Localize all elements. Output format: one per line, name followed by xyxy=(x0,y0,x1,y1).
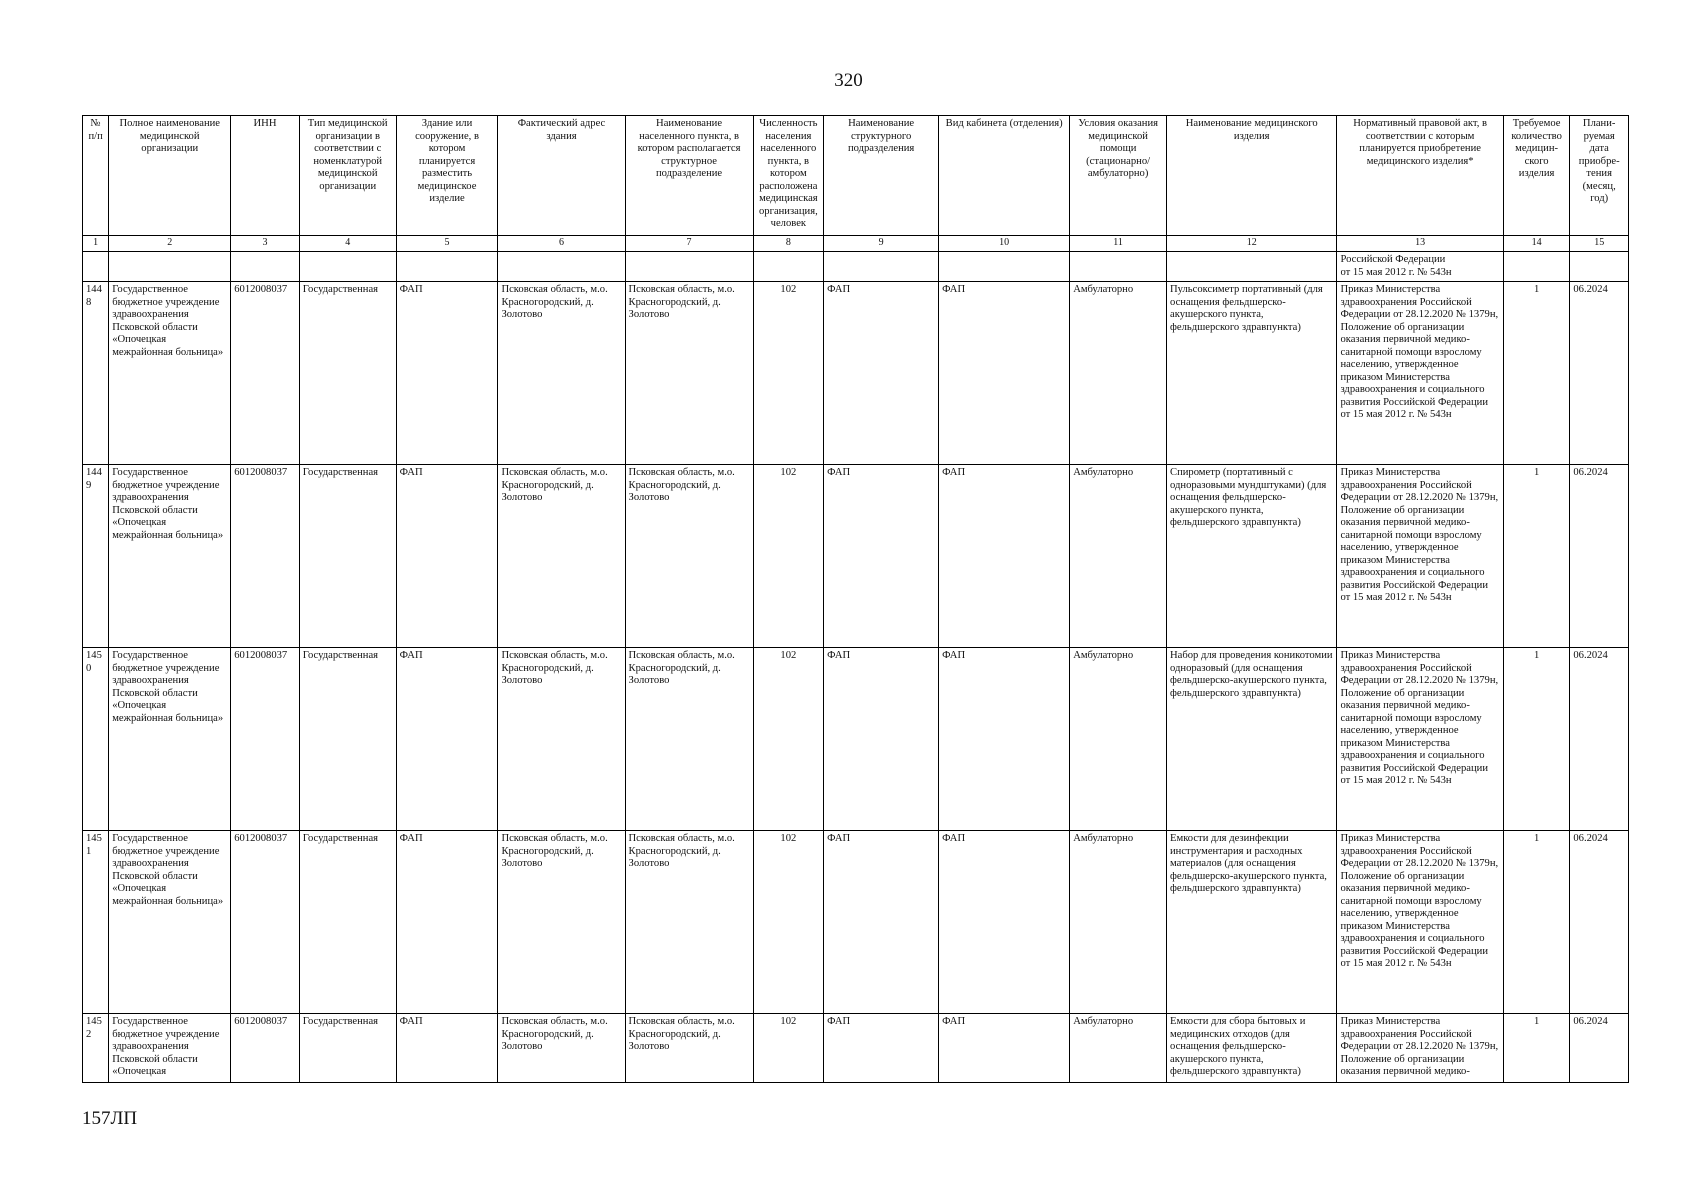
legal-act-cell: Приказ Министерства здравоохранения Российской Федерации от 28.12.2020 № 1379н, Положение об организации оказания первичной медико-санитарной помощи взрослому населению, утвержденное приказом Министерства здравоохранения и социального развития Российской Федерации от 15 мая 2012 г. № 543н xyxy=(1337,831,1503,1014)
care-conditions-cell: Амбулаторно xyxy=(1070,648,1167,831)
column-number: 8 xyxy=(753,236,824,252)
column-number: 13 xyxy=(1337,236,1503,252)
column-number: 11 xyxy=(1070,236,1167,252)
column-number: 14 xyxy=(1503,236,1570,252)
organization-type-cell: Государственная xyxy=(299,1014,396,1083)
required-quantity-cell: 1 xyxy=(1503,648,1570,831)
column-header: Нормативный правовой акт, в соответствии с которым планируется приобретение медицинского изделия* xyxy=(1337,116,1503,236)
organization-name-cell: Государственное бюджетное учреждение здравоохранения Псковской области «Опочецкая межрайонная больница» xyxy=(109,282,231,465)
structural-unit-cell: ФАП xyxy=(824,1014,939,1083)
cabinet-type-cell: ФАП xyxy=(939,1014,1070,1083)
column-number: 5 xyxy=(396,236,498,252)
legal-act-cell: Приказ Министерства здравоохранения Российской Федерации от 28.12.2020 № 1379н, Положение об организации оказания первичной медико-санитарной помощи взрослому населению, утвержденное приказом Министерства здравоохранения и социального развития Российской Федерации от 15 мая 2012 г. № 543н xyxy=(1337,648,1503,831)
column-number: 3 xyxy=(231,236,300,252)
table-row xyxy=(83,831,1629,1014)
organization-name-cell: Государственное бюджетное учреждение здравоохранения Псковской области «Опочецкая xyxy=(109,1014,231,1083)
legal-act-cell: Приказ Министерства здравоохранения Российской Федерации от 28.12.2020 № 1379н, Положение об организации оказания первичной медико-санитарной помощи взрослому населению, утвержденное приказом Министерства здравоохранения и социального развития Российской Федерации от 15 мая 2012 г. № 543н xyxy=(1337,465,1503,648)
cabinet-type-cell: ФАП xyxy=(939,282,1070,465)
organization-type-cell: Государственная xyxy=(299,831,396,1014)
column-number: 2 xyxy=(109,236,231,252)
table-cell xyxy=(625,252,753,282)
population-cell: 102 xyxy=(753,282,824,465)
population-cell: 102 xyxy=(753,1014,824,1083)
population-cell: 102 xyxy=(753,648,824,831)
medical-devices-table xyxy=(82,115,1629,1083)
legal-act-cell: Приказ Министерства здравоохранения Российской Федерации от 28.12.2020 № 1379н, Положение об организации оказания первичной медико-санитарной помощи взрослому населению, утвержденное приказом Министерства здравоохранения и социального развития Российской Федерации от 15 мая 2012 г. № 543н xyxy=(1337,282,1503,465)
table-cell xyxy=(396,252,498,282)
organization-type-cell: Государственная xyxy=(299,282,396,465)
settlement-cell: Псковская область, м.о. Красногородский, д. Золотово xyxy=(625,282,753,465)
column-number: 4 xyxy=(299,236,396,252)
population-cell: 102 xyxy=(753,465,824,648)
row-number-cell: 1452 xyxy=(83,1014,109,1083)
device-name-cell: Набор для проведения коникотомии одноразовый (для оснащения фельдшерско-акушерского пункта, фельдшерского здравпункта) xyxy=(1167,648,1337,831)
column-header: Наименование структурного подразделения xyxy=(824,116,939,236)
continuation-row xyxy=(83,252,1629,282)
required-quantity-cell: 1 xyxy=(1503,465,1570,648)
inn-cell: 6012008037 xyxy=(231,465,300,648)
settlement-cell: Псковская область, м.о. Красногородский, д. Золотово xyxy=(625,1014,753,1083)
settlement-cell: Псковская область, м.о. Красногородский, д. Золотово xyxy=(625,648,753,831)
organization-name-cell: Государственное бюджетное учреждение здравоохранения Псковской области «Опочецкая межрайонная больница» xyxy=(109,648,231,831)
structural-unit-cell: ФАП xyxy=(824,831,939,1014)
inn-cell: 6012008037 xyxy=(231,648,300,831)
care-conditions-cell: Амбулаторно xyxy=(1070,831,1167,1014)
cabinet-type-cell: ФАП xyxy=(939,831,1070,1014)
device-name-cell: Емкости для дезинфекции инструментария и расходных материалов (для оснащения фельдшерско-акушерского пункта, фельдшерского здравпункта) xyxy=(1167,831,1337,1014)
inn-cell: 6012008037 xyxy=(231,831,300,1014)
table-cell xyxy=(299,252,396,282)
settlement-cell: Псковская область, м.о. Красногородский, д. Золотово xyxy=(625,465,753,648)
inn-cell: 6012008037 xyxy=(231,282,300,465)
settlement-cell: Псковская область, м.о. Красногородский, д. Золотово xyxy=(625,831,753,1014)
page-number: 320 xyxy=(834,70,863,91)
column-header: ИНН xyxy=(231,116,300,236)
actual-address-cell: Псковская область, м.о. Красногородский, д. Золотово xyxy=(498,465,625,648)
column-header: Плани-руемая дата приобре-тения (месяц, год) xyxy=(1570,116,1629,236)
device-name-cell: Емкости для сбора бытовых и медицинских отходов (для оснащения фельдшерско-акушерского пункта, фельдшерского здравпункта) xyxy=(1167,1014,1337,1083)
column-header: Здание или сооружение, в котором планируется разместить медицинское изделие xyxy=(396,116,498,236)
column-header: Наименование медицинского изделия xyxy=(1167,116,1337,236)
table-cell xyxy=(1570,252,1629,282)
inn-cell: 6012008037 xyxy=(231,1014,300,1083)
actual-address-cell: Псковская область, м.о. Красногородский, д. Золотово xyxy=(498,1014,625,1083)
table-row xyxy=(83,465,1629,648)
planned-date-cell: 06.2024 xyxy=(1570,1014,1629,1083)
actual-address-cell: Псковская область, м.о. Красногородский, д. Золотово xyxy=(498,648,625,831)
row-number-cell: 1450 xyxy=(83,648,109,831)
column-number-row xyxy=(83,236,1629,252)
table-cell: Российской Федерации от 15 мая 2012 г. № 543н xyxy=(1337,252,1503,282)
organization-type-cell: Государственная xyxy=(299,465,396,648)
column-header: Фактический адрес здания xyxy=(498,116,625,236)
column-number: 7 xyxy=(625,236,753,252)
column-header: Полное наименование медицинской организации xyxy=(109,116,231,236)
population-cell: 102 xyxy=(753,831,824,1014)
care-conditions-cell: Амбулаторно xyxy=(1070,1014,1167,1083)
planned-date-cell: 06.2024 xyxy=(1570,648,1629,831)
row-number-cell: 1451 xyxy=(83,831,109,1014)
actual-address-cell: Псковская область, м.о. Красногородский, д. Золотово xyxy=(498,831,625,1014)
table-cell xyxy=(109,252,231,282)
table-cell xyxy=(1070,252,1167,282)
table-row xyxy=(83,1014,1629,1083)
column-number: 10 xyxy=(939,236,1070,252)
organization-name-cell: Государственное бюджетное учреждение здравоохранения Псковской области «Опочецкая межрайонная больница» xyxy=(109,465,231,648)
column-number: 15 xyxy=(1570,236,1629,252)
row-number-cell: 1448 xyxy=(83,282,109,465)
column-header: Наименование населенного пункта, в котором располагается структурное подразделение xyxy=(625,116,753,236)
column-number: 12 xyxy=(1167,236,1337,252)
column-header: Требуемое количество медицин-ского изделия xyxy=(1503,116,1570,236)
table-cell xyxy=(1503,252,1570,282)
footer-code: 157ЛП xyxy=(82,1108,138,1129)
building-cell: ФАП xyxy=(396,1014,498,1083)
table-cell xyxy=(498,252,625,282)
table-cell xyxy=(753,252,824,282)
building-cell: ФАП xyxy=(396,648,498,831)
planned-date-cell: 06.2024 xyxy=(1570,282,1629,465)
device-name-cell: Спирометр (портативный с одноразовыми мундштуками) (для оснащения фельдшерско-акушерского пункта, фельдшерского здравпункта) xyxy=(1167,465,1337,648)
organization-type-cell: Государственная xyxy=(299,648,396,831)
table-body xyxy=(83,252,1629,1083)
table-cell xyxy=(231,252,300,282)
required-quantity-cell: 1 xyxy=(1503,1014,1570,1083)
required-quantity-cell: 1 xyxy=(1503,282,1570,465)
structural-unit-cell: ФАП xyxy=(824,465,939,648)
table-cell xyxy=(824,252,939,282)
structural-unit-cell: ФАП xyxy=(824,282,939,465)
actual-address-cell: Псковская область, м.о. Красногородский, д. Золотово xyxy=(498,282,625,465)
table-row xyxy=(83,282,1629,465)
column-header: Численность населения населенного пункта, в котором расположена медицинская организация, человек xyxy=(753,116,824,236)
table-row xyxy=(83,648,1629,831)
care-conditions-cell: Амбулаторно xyxy=(1070,465,1167,648)
building-cell: ФАП xyxy=(396,465,498,648)
structural-unit-cell: ФАП xyxy=(824,648,939,831)
device-name-cell: Пульсоксиметр портативный (для оснащения фельдшерско-акушерского пункта, фельдшерского здравпункта) xyxy=(1167,282,1337,465)
column-number: 9 xyxy=(824,236,939,252)
row-number-cell: 1449 xyxy=(83,465,109,648)
building-cell: ФАП xyxy=(396,282,498,465)
column-header: Тип медицинской организации в соответствии с номенклатурой медицинской организации xyxy=(299,116,396,236)
header-row xyxy=(83,116,1629,236)
table-cell xyxy=(939,252,1070,282)
cabinet-type-cell: ФАП xyxy=(939,465,1070,648)
column-header: Условия оказания медицинской помощи (стационарно/ амбулаторно) xyxy=(1070,116,1167,236)
care-conditions-cell: Амбулаторно xyxy=(1070,282,1167,465)
planned-date-cell: 06.2024 xyxy=(1570,465,1629,648)
column-number: 6 xyxy=(498,236,625,252)
legal-act-cell: Приказ Министерства здравоохранения Российской Федерации от 28.12.2020 № 1379н, Положение об организации оказания первичной медико- xyxy=(1337,1014,1503,1083)
organization-name-cell: Государственное бюджетное учреждение здравоохранения Псковской области «Опочецкая межрайонная больница» xyxy=(109,831,231,1014)
column-header: № п/п xyxy=(83,116,109,236)
column-header: Вид кабинета (отделения) xyxy=(939,116,1070,236)
required-quantity-cell: 1 xyxy=(1503,831,1570,1014)
table-cell xyxy=(83,252,109,282)
table-cell xyxy=(1167,252,1337,282)
building-cell: ФАП xyxy=(396,831,498,1014)
column-number: 1 xyxy=(83,236,109,252)
planned-date-cell: 06.2024 xyxy=(1570,831,1629,1014)
cabinet-type-cell: ФАП xyxy=(939,648,1070,831)
